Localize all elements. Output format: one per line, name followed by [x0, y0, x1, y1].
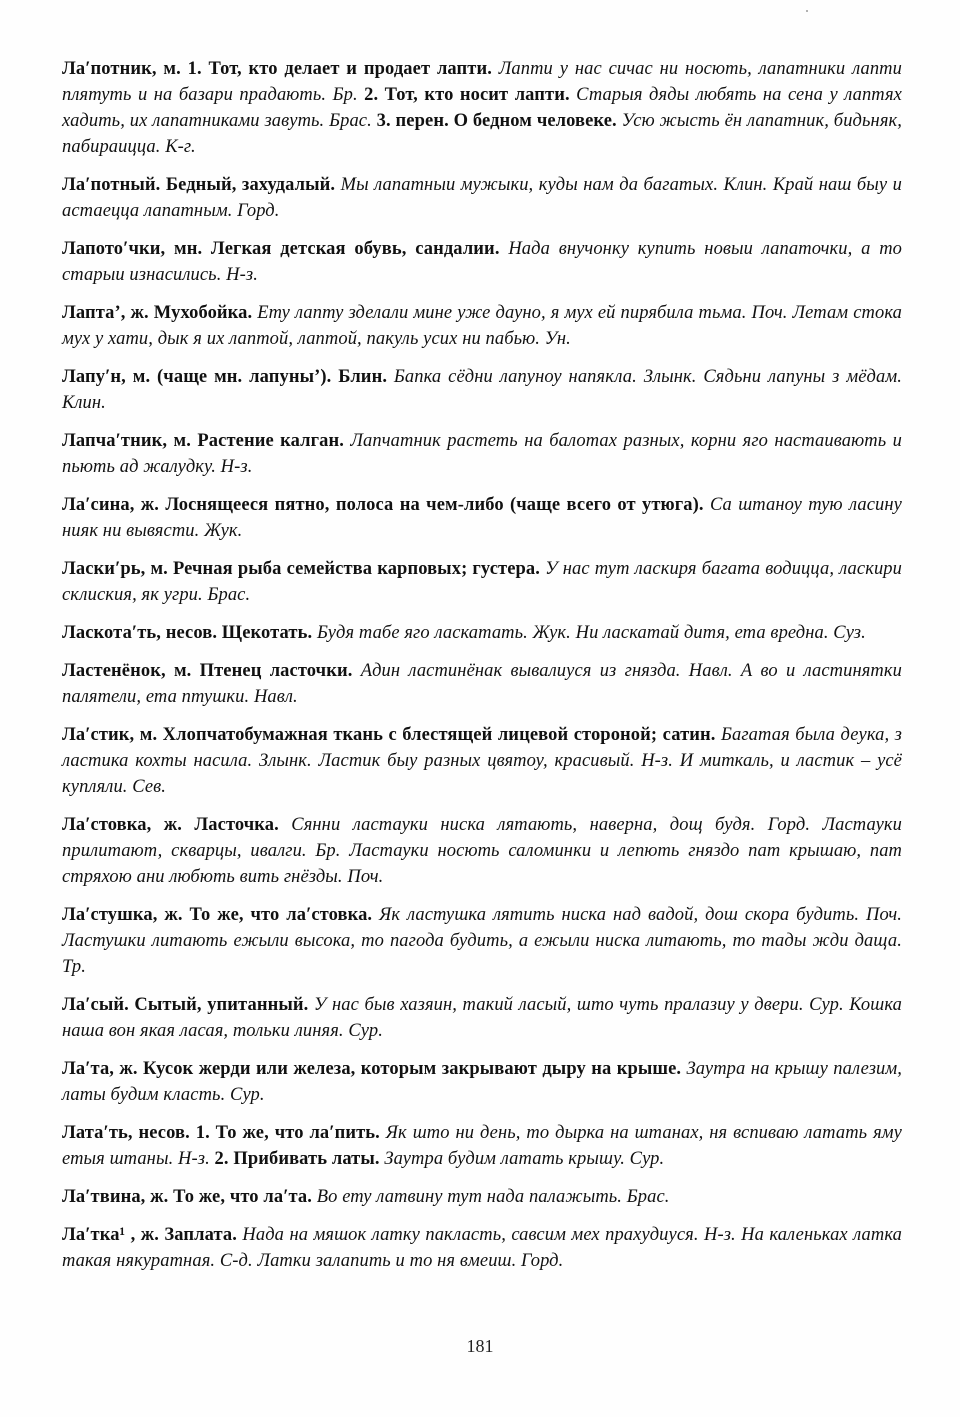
dictionary-entry — [62, 556, 902, 608]
entry-definition: Ла′потный. Бедный, захудалый. — [62, 175, 341, 195]
entry-definition: Ла′стовка, ж. Ласточка. — [62, 815, 292, 835]
dictionary-entry — [62, 236, 902, 288]
dictionary-entry — [62, 992, 902, 1044]
entry-example: Во ету латвину тут нада палажыть. Брас. — [316, 1187, 670, 1207]
entry-definition: Ла′стик, м. Хлопчатобумажная ткань с блестящей лицевой стороной; сатин. — [62, 725, 721, 745]
entry-definition: Лапча′тник, м. Растение калган. — [62, 431, 351, 451]
entry-example: Нада внучонку купить новыи лапаточки, а то старыи изнасились. Н-з. — [62, 239, 902, 285]
entry-definition: 3. перен. О бедном человеке. — [376, 111, 622, 131]
entry-example: Нада на мяшок латку пакласть, савсим мех прахудиуся. Н-з. На каленьках латка такая някуратная. С-д. Латки залапить и то ня вмеиш. Горд. — [62, 1225, 902, 1271]
entry-definition: Лата′ть, несов. 1. То же, что ла′пить. — [62, 1123, 386, 1143]
dictionary-entry — [62, 620, 902, 646]
entry-example: Багатая была деука, з ластика кохты насила. Злынк. Ластик быу разных цвятоу, красивый. Н-з. И миткаль, и ластик – усё купляли. Сев. — [62, 725, 903, 797]
entry-example: Старыя дяды любять на сена у лаптях хадить, их лапатниками завуть. Брас. — [62, 85, 902, 131]
entry-definition: 2. Прибивать латы. — [214, 1149, 385, 1169]
entry-example: Ету лапту зделали мине уже дауно, я мух ей пирябила тьма. Поч. Летам стока мух у хати, дык я их лаптой, лаптой, пакуль усих ни пабью. Ун. — [62, 303, 902, 349]
entry-example: Мы лапатныи мужыки, куды нам да багатых. Клин. Край наш быу и астаецца лапатным. Горд. — [62, 175, 903, 221]
entry-example: Лапчатник растеть на балотах разных, корни яго настаивають и пьють ад жалудку. Н-з. — [62, 431, 902, 477]
entry-example: Заутра будим латать крышу. Сур. — [384, 1149, 665, 1169]
dictionary-entry — [62, 1184, 902, 1210]
entry-example: Сянни ластауки ниска лятають, наверна, дощ будя. Горд. Ластауки прилитают, скварцы, ивалги. Бр. Ластауки носють саломинки и лепють гняздо пат крышаю, пат стряхою ани любють вить гнёзды. Поч. — [62, 815, 902, 887]
entry-definition: Лапото′чки, мн. Легкая детская обувь, сандалии. — [62, 239, 509, 259]
entry-example: Бапка сёдни лапуноу напякла. Злынк. Сядьни лапуны з мёдам. Клин. — [62, 367, 902, 413]
entry-definition: Лапу′н, м. (чаще мн. лапуны’). Блин. — [62, 367, 394, 387]
entry-definition: Ласки′рь, м. Речная рыба семейства карповых; густера. — [62, 559, 546, 579]
entry-example: Заутра на крышу палезим, латы будим класть. Сур. — [62, 1059, 902, 1105]
page-number: 181 — [466, 1336, 494, 1356]
entry-definition: Ласкота′ть, несов. Щекотать. — [62, 623, 317, 643]
entry-example: Адин ластинёнак вывалиуся из гнязда. Навл. А во и ластинятки палятели, ета птушки. Навл. — [62, 661, 902, 707]
entry-example: Усю жысть ён лапатник, бидьняк, пабираицца. К-г. — [62, 111, 902, 157]
entry-definition: Ла′стушка, ж. То же, что ла′стовка. — [62, 905, 380, 925]
dictionary-entry — [62, 812, 902, 890]
entry-example: У нас тут ласкиря багата водицца, ласкири склиския, як угри. Брас. — [62, 559, 903, 605]
dictionary-entry — [62, 492, 902, 544]
dictionary-entry — [62, 364, 902, 416]
dictionary-entry — [62, 1056, 902, 1108]
entry-definition: Ла′твина, ж. То же, что ла′та. — [62, 1187, 317, 1207]
entry-definition: Ла′сый. Сытый, упитанный. — [62, 995, 314, 1015]
entry-definition: Ла′сина, ж. Лоснящееся пятно, полоса на чем-либо (чаще всего от утюга). — [62, 495, 710, 515]
dictionary-entry — [62, 56, 902, 160]
entry-example: Як ластушка лятить ниска над вадой, дош скора будить. Поч. Ластушки литають ежыли высока, то пагода будить, а ежыли ниска литають, то тады жди даща. Тр. — [62, 905, 902, 977]
entry-definition: Лапта’, ж. Мухобойка. — [62, 303, 258, 323]
entry-example: Будя табе яго ласкатать. Жук. Ни ласкатай дитя, ета вредна. Суз. — [316, 623, 866, 643]
entry-definition: Ла′та, ж. Кусок жерди или железа, которым закрывают дыру на крыше. — [62, 1059, 687, 1079]
dictionary-entry — [62, 300, 902, 352]
scan-artifact-dot — [806, 10, 808, 12]
entries-container — [62, 56, 902, 1286]
entry-example: Са штаноу тую ласину нияк ни вывясти. Жук. — [62, 495, 902, 541]
dictionary-entry — [62, 1120, 902, 1172]
dictionary-entry — [62, 902, 902, 980]
entry-example: У нас быв хазяин, такий ласый, што чуть пралазиу у двери. Сур. Кошка наша вон якая ласая, тольки линяя. Сур. — [62, 995, 902, 1041]
dictionary-entry — [62, 428, 902, 480]
entry-definition: Ластенёнок, м. Птенец ласточки. — [62, 661, 361, 681]
dictionary-entry — [62, 722, 902, 800]
entry-definition: Ла′потник, м. 1. Тот, кто делает и продает лапти. — [62, 59, 499, 79]
dictionary-entry — [62, 172, 902, 224]
dictionary-entry — [62, 1222, 902, 1274]
entry-example: Лапти у нас сичас ни носють, лапатники лапти плятуть и на базари прадають. Бр. — [62, 59, 902, 105]
dictionary-entry — [62, 658, 902, 710]
entry-example: Як што ни день, то дырка на штанах, ня вспиваю латать яму етыя штаны. Н-з. — [62, 1123, 902, 1169]
entry-definition: Ла′тка¹ , ж. Заплата. — [62, 1225, 243, 1245]
entry-definition: 2. Тот, кто носит лапти. — [364, 85, 577, 105]
